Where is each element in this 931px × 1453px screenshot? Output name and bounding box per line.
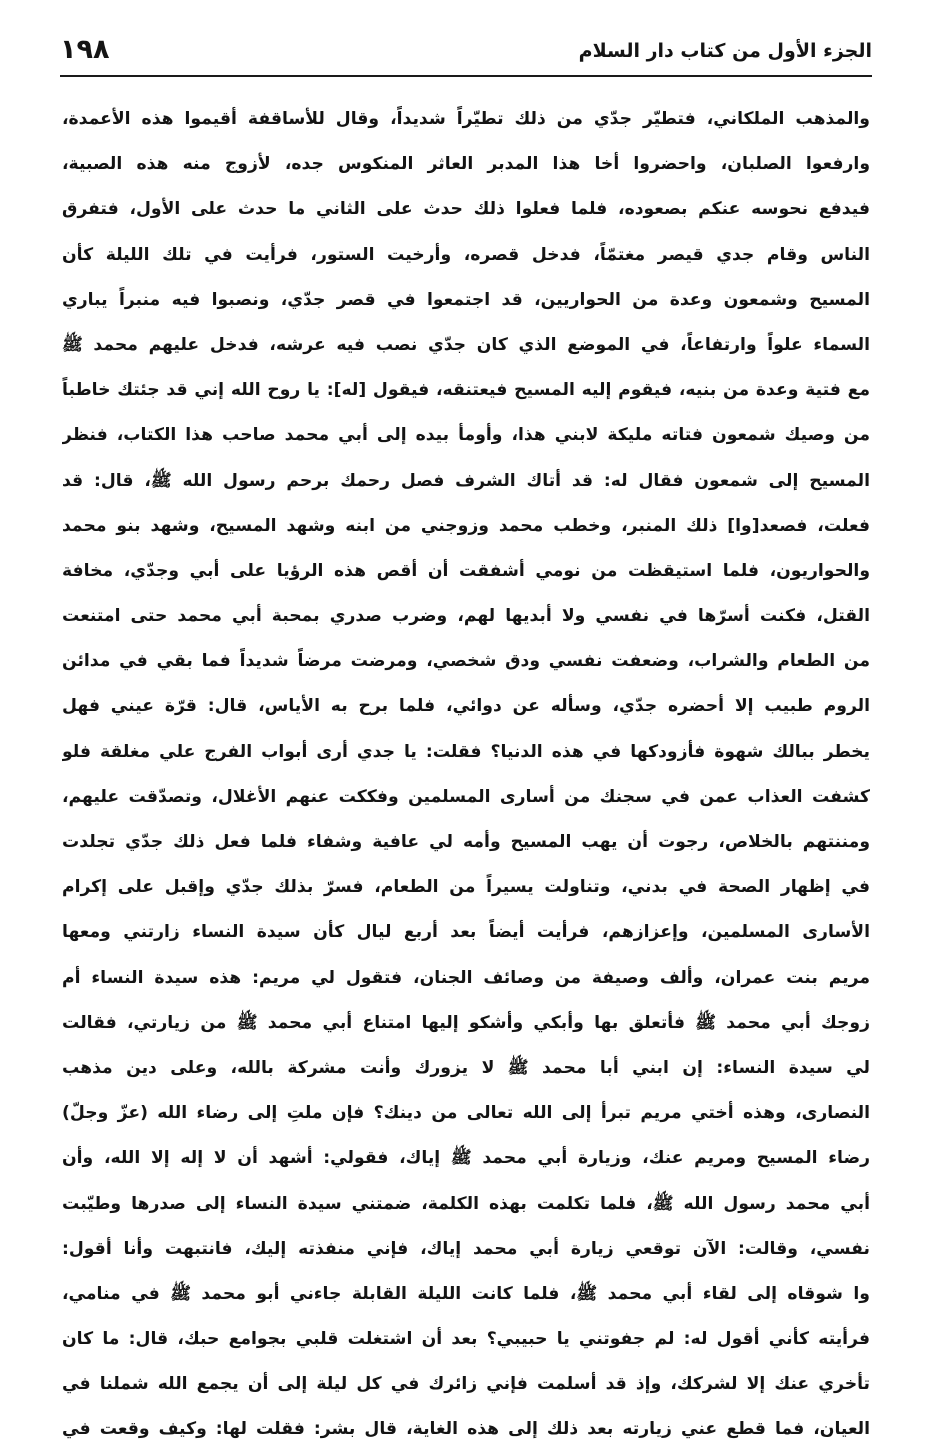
- text-line: القتل، فكنت أسرّها في نفسي ولا أبديها لهم، وضرب صدري بمحبة أبي محمد حتى امتنعت: [62, 606, 870, 627]
- text-line: وا شوقاه إلى لقاء أبي محمد ﷺ، فلما كانت الليلة القابلة جاءني أبو محمد ﷺ في منامي،: [62, 1283, 870, 1304]
- header-divider: [60, 75, 872, 77]
- text-line: نفسي، وقالت: الآن توقعي زيارة أبي محمد إياك، فإني منفذته إليك، فانتبهت وأنا أقول:: [62, 1238, 870, 1259]
- text-line: الناس وقام جدي قيصر مغتمّاً، فدخل قصره، وأرخيت الستور، فرأيت في تلك الليلة كأن: [62, 244, 870, 265]
- text-line: في إظهار الصحة في بدني، وتناولت يسيراً من الطعام، فسرّ بذلك جدّي وإقبل على إكرام: [62, 877, 870, 898]
- text-line: العيان، فما قطع عني زيارته بعد ذلك إلى هذه الغاية، قال بشر: فقلت لها: وكيف وقعت في: [62, 1419, 870, 1440]
- text-line: كشفت العذاب عمن في سجنك من أسارى المسلمين وفككت عنهم الأغلال، وتصدّقت عليهم،: [62, 786, 870, 807]
- text-line: وارفعوا الصلبان، واحضروا أخا هذا المدبر العاثر المنكوس جده، لأزوج منه هذه الصبية،: [62, 154, 870, 175]
- text-line: أبي محمد رسول الله ﷺ، فلما تكلمت بهذه الكلمة، ضمتني سيدة النساء إلى صدرها وطيّبت: [62, 1193, 870, 1214]
- text-line: المسيح إلى شمعون فقال له: قد أتاك الشرف فصل رحمك برحم رسول الله ﷺ، قال: قد: [62, 470, 870, 491]
- text-line: السماء علواً وارتفاعاً، في الموضع الذي كان جدّي نصب فيه عرشه، فدخل عليهم محمد ﷺ: [62, 334, 870, 355]
- text-line: الأسارى المسلمين، وإعزازهم، فرأيت أيضاً بعد أربع ليال كأن سيدة النساء زارتني ومعها: [62, 922, 870, 943]
- text-line: لي سيدة النساء: إن ابني أبا محمد ﷺ لا يزورك وأنت مشركة بالله، وعلى دين مذهب: [62, 1057, 870, 1078]
- text-line: رضاء المسيح ومريم عنك، وزيارة أبي محمد ﷺ إياك، فقولي: أشهد أن لا إله إلا الله، وأن: [62, 1148, 870, 1169]
- text-line: فعلت، فصعد[وا] ذلك المنبر، وخطب محمد وزوجني من ابنه وشهد المسيح، وشهد بنو محمد: [62, 515, 870, 536]
- page-number: ١٩٨: [60, 34, 110, 65]
- text-line: من وصيك شمعون فتاته مليكة لابني هذا، وأومأ بيده إلى أبي محمد صاحب هذا الكتاب، فنظر: [62, 425, 870, 446]
- text-line: مع فتية وعدة من بنيه، فيقوم إليه المسيح فيعتنقه، فيقول [له]: يا روح الله إني قد جئتك خاطباً: [62, 380, 870, 401]
- text-line: يخطر ببالك شهوة فأزودكها في هذه الدنيا؟ فقلت: يا جدي أرى أبواب الفرج علي مغلقة فلو: [62, 741, 870, 762]
- text-line: فرأيته كأني أقول له: لم جفوتني يا حبيبي؟ بعد أن اشتغلت قلبي بجوامع حبك، قال: ما كان: [62, 1329, 870, 1350]
- text-line: مريم بنت عمران، وألف وصيفة من وصائف الجنان، فتقول لي مريم: هذه سيدة النساء أم: [62, 967, 870, 988]
- text-line: الروم طبيب إلا أحضره جدّي، وسأله عن دوائي، فلما برح به الأياس، قال: قرّة عيني فهل: [62, 696, 870, 717]
- text-line: النصارى، وهذه أختي مريم تبرأ إلى الله تعالى من دينك؟ فإن ملتِ إلى رضاء الله (عزّ وجلّ): [62, 1103, 870, 1124]
- text-line: ومننتهم بالخلاص، رجوت أن يهب المسيح وأمه لي عافية وشفاء فلما فعل ذلك جدّي تجلدت: [62, 832, 870, 852]
- text-line: والمذهب الملكاني، فتطيّر جدّي من ذلك تطيّراً شديداً، وقال للأساقفة أقيموا هذه الأعمدة،: [62, 109, 870, 129]
- text-line: من الطعام والشراب، وضعفت نفسي ودق شخصي، ومرضت مرضاً شديداً فما بقي في مدائن: [62, 651, 870, 672]
- text-line: المسيح وشمعون وعدة من الحواريين، قد اجتمعوا في قصر جدّي، ونصبوا فيه منبراً يباري: [62, 289, 870, 310]
- running-title: الجزء الأول من كتاب دار السلام: [578, 40, 872, 62]
- text-line: فيدفع نحوسه عنكم بصعوده، فلما فعلوا ذلك حدث على الثاني ما حدث على الأول، فتفرق: [62, 199, 870, 220]
- body-text: [62, 97, 870, 1453]
- text-line: تأخري عنك إلا لشركك، وإذ قد أسلمت فإني زائرك في كل ليلة إلى أن يجمع الله شملنا في: [62, 1374, 870, 1395]
- text-line: زوجك أبي محمد ﷺ فأتعلق بها وأبكي وأشكو إليها امتناع أبي محمد ﷺ من زيارتي، فقالت: [62, 1012, 870, 1033]
- page-header: [60, 30, 872, 74]
- text-line: والحواريون، فلما استيقظت من نومي أشفقت أن أقص هذه الرؤيا على أبي وجدّي، مخافة: [62, 560, 870, 581]
